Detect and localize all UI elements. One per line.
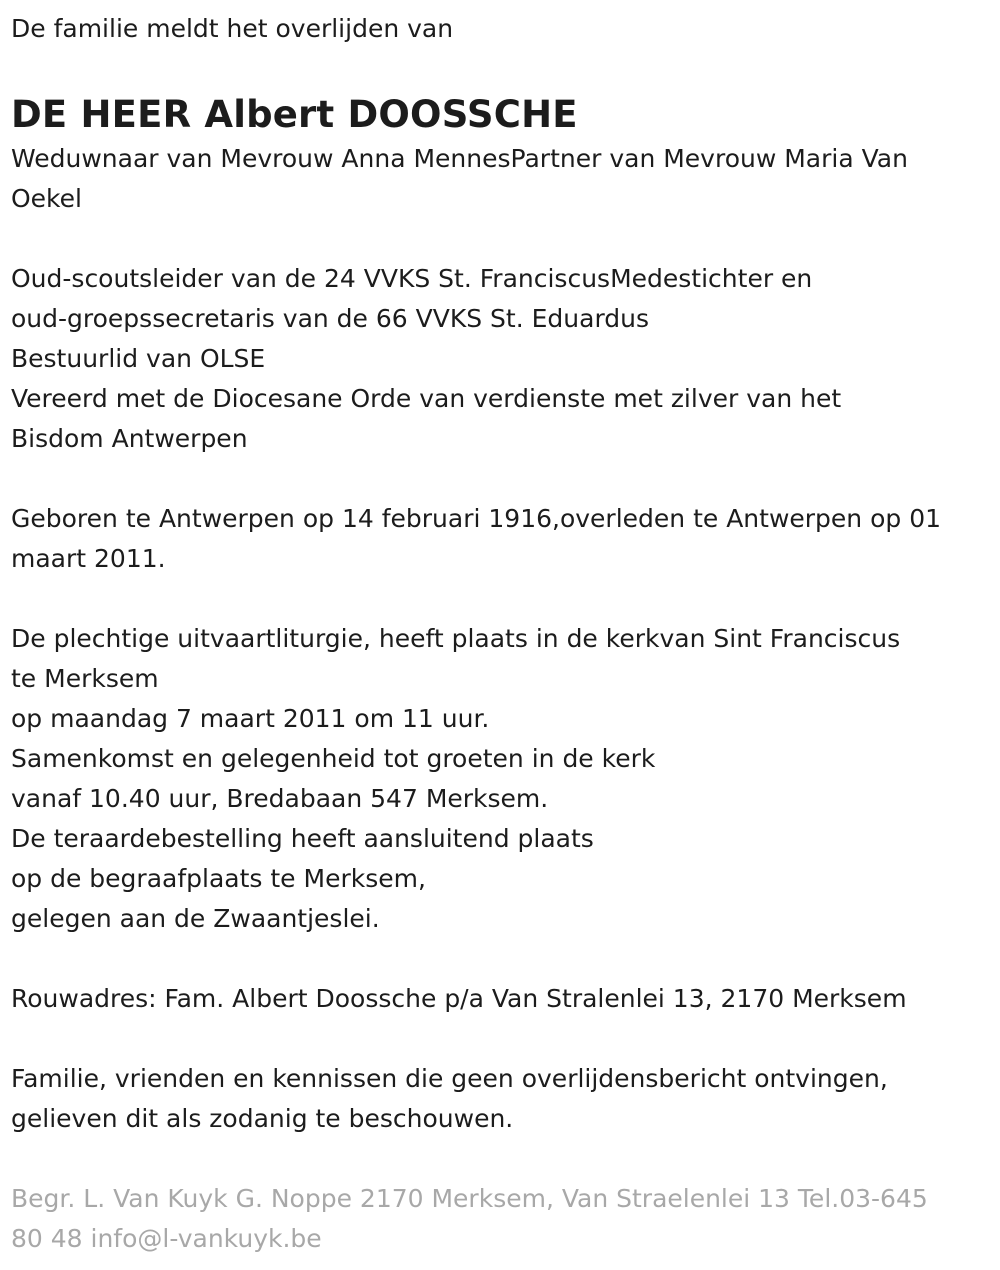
merits-line: oud-groepssecretaris van de 66 VVKS St. Eduardus [11,304,650,333]
relations-line: Weduwnaar van Mevrouw Anna MennesPartner van Mevrouw Maria Van [11,144,908,173]
birth-death-line: maart 2011. [11,544,166,573]
funeral-block [11,619,990,939]
merits-block [11,259,990,459]
merits-line: Oud-scoutsleider van de 24 VVKS St. FranciscusMedestichter en [11,264,813,293]
merits-line: Bestuurlid van OLSE [11,344,266,373]
address-block [11,979,990,1019]
notice-line: gelieven dit als zodanig te beschouwen. [11,1104,514,1133]
funeral-line: De teraardebestelling heeft aansluitend plaats [11,824,594,853]
footer-line: Begr. L. Van Kuyk G. Noppe 2170 Merksem, Van Straelenlei 13 Tel.03-645 [11,1184,928,1213]
intro-text: De familie meldt het overlijden van [11,14,454,43]
relations-line: Oekel [11,184,82,213]
mourning-address: Rouwadres: Fam. Albert Doossche p/a Van Stralenlei 13, 2170 Merksem [11,984,907,1013]
funeral-line: op maandag 7 maart 2011 om 11 uur. [11,704,490,733]
notice-block [11,1059,990,1139]
funeral-line: Samenkomst en gelegenheid tot groeten in de kerk [11,744,656,773]
funeral-home-footer [11,1179,990,1259]
relations-block [11,139,990,219]
funeral-line: De plechtige uitvaartliturgie, heeft plaats in de kerkvan Sint Franciscus [11,624,901,653]
birth-death-block [11,499,990,579]
funeral-line: gelegen aan de Zwaantjeslei. [11,904,380,933]
funeral-line: te Merksem [11,664,159,693]
footer-line: 80 48 info@l-vankuyk.be [11,1224,322,1253]
funeral-line: vanaf 10.40 uur, Bredabaan 547 Merksem. [11,784,549,813]
merits-line: Bisdom Antwerpen [11,424,248,453]
deceased-name: DE HEER Albert DOOSSCHE [11,93,578,136]
merits-line: Vereerd met de Diocesane Orde van verdienste met zilver van het [11,384,842,413]
birth-death-line: Geboren te Antwerpen op 14 februari 1916,overleden te Antwerpen op 01 [11,504,942,533]
funeral-line: op de begraafplaats te Merksem, [11,864,426,893]
notice-line: Familie, vrienden en kennissen die geen overlijdensbericht ontvingen, [11,1064,888,1093]
